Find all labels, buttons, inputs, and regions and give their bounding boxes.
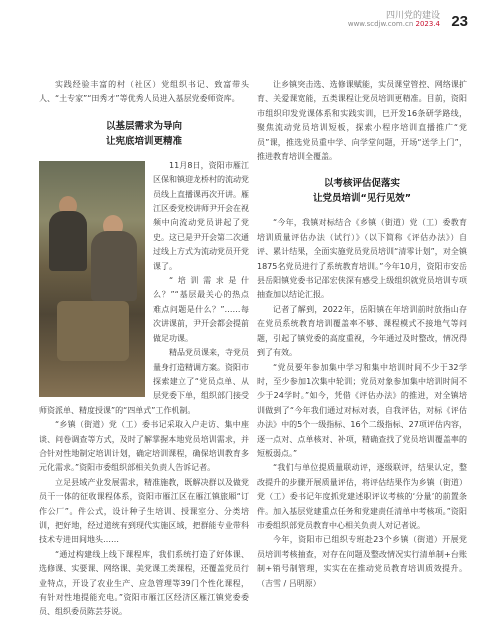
paragraph: “培训需求是什么？”“基层最关心的热点难点问题是什么？”……每次讲课前，尹开会都会提前做足功课。 — [153, 276, 249, 343]
person-figure — [91, 231, 137, 301]
heading-line-1: 以考核评估促落实 — [323, 178, 400, 190]
right-column — [257, 78, 467, 591]
section-heading-2 — [257, 176, 467, 206]
magazine-url — [348, 20, 440, 28]
page-number: 23 — [451, 13, 468, 30]
paragraph: 立足县域产业发展需求，精准施教，既解决群以及做党员干一体的征收课程体系，资阳市雁江区在雁江镇旅厢“订作公厂”。件公式，设计种子生培训、授课室分、分类培训，把好地，经过道统有到现代实施区域，把群能专业带科技术专进田间地头…… — [39, 477, 249, 545]
paragraph: 记者了解到，2022年，岳阳镇在年培训前时放指山存在党员系统教育培训覆盖率不够、课程模式不接地气等问题，引起了镇党委的高度重视，今年通过及时整改，情况得到了有效。 — [257, 304, 467, 358]
paragraph: 让乡镇突击选、选修课赋能，实员课堂管控、网络课扩育、关爱课宽能，五类课程让党员培训更精准。目前，资阳市组织印发党课体系和实践实训，巳开发16条研学路线，聚焦流动党员培训短板，探索小程序培训直播推广“党员”课，推选党员重中学、向学堂问题，开场“送学上门”，推进教育培训全覆盖。 — [257, 80, 467, 162]
issue-label: 2023.4 — [415, 20, 440, 28]
heading-line-2: 让宪底培训更精准 — [105, 135, 182, 147]
paragraph: “今年，我镇对标结合《乡镇（街道）党（工）委教育培训质量评估办法（试行）》（以下简称《评估办法》）自评、累计结果，全面实施党员党员培训“清零计划”，对全镇1875名党员进行了系统教育培训。”今年10月，资阳市安岳县岳阳镇党委书记邵宏侠深有感受上级组织就党员培训专项抽查加以结论汇报。 — [257, 218, 467, 300]
paragraph: “通过构建线上线下课程库，我们系统打造了好体课、选修课、实要课、网络课、美党课工类课程，还覆盖党员行业特点，开设了农业生产、应急管理等39门个性化课程，有针对性地提能充电。”资阳市雁江区经济区雁江镇党委委员、组织委员陈芸芬说。 — [39, 549, 249, 617]
article-photo — [39, 161, 145, 397]
section-heading-1 — [39, 119, 249, 149]
table-object — [57, 301, 129, 361]
left-column — [39, 78, 249, 620]
page-header — [0, 0, 496, 58]
paragraph: 11月8日，资阳市雁江区保和镇迎龙桥村的流动党员线上直播课再次开讲。雁江区委党校讲师尹开会在视频中向流动党员讲起了党史。这已是尹开会第二次通过线上方式为流动党员开党课了。 — [153, 160, 249, 271]
magazine-name: 四川党的建设 — [385, 11, 440, 21]
paragraph: “党员要年参加集中学习和集中培训时间不少于32学时，至少参加1次集中轮训；党员对象参加集中培训时间不少于24学时。”如今，凭借《评估办法》的推进，对全镇培训做到了“今年我们通过对标对表，自我评估，对标《评估办法》中的5个一级指标、16个二级指标、27项评估内容，逐一点对、点单核对、补项，精确查找了党员培训覆盖率的短板弱点。” — [257, 362, 467, 458]
heading-line-2: 让党员培训“见行见效” — [313, 193, 411, 205]
url-text: www.scdjw.com.cn — [347, 20, 414, 28]
paragraph: 实践经验丰富的村（社区）党组织书记、致富带头人、“土专家”“田秀才”等优秀人员进入基层党委师资库。 — [39, 80, 249, 104]
paragraph: “乡镇（街道）党（工）委书记采取入户走访、集中座谈、问卷调查等方式，及时了解掌握本地党员培训需求，并合针对性地制定培训计划，确定培训课程，确保培训教育多元化需求。”资阳市委组织部相关负责人告诉记者。 — [39, 420, 249, 473]
person-figure — [49, 211, 87, 271]
paragraph: 今年，资阳市已组织专班赴23个乡镇（街道）开展党员培训考核抽查，对存在问题及整改情况实行清单制+台账制+销号制管理，实实在在推动党员教育培训质效提升。（吉雪 / 吕明原） — [257, 535, 467, 588]
paragraph: “我们与单位提质量联动评，逐级联评，结果认定，整改提升的步骤开展质量评估，将评估结果作为乡镇（街道）党（工）委书记年度抓党建述职评议考核的‘分量’的前置条件。加入基层党建重点任务和党建责任清单中考核项。”资阳市委组织部党员教育中心相关负责人对记者说。 — [257, 463, 467, 530]
heading-line-1: 以基层需求为导向 — [105, 120, 182, 132]
paragraph: 精品党员课来，寺党员量身打造精调方案。资阳市探索建立了“党员点单、从层党委下单，组织部门接受师资派单、精度授课”的“四单式”工作机制。 — [39, 348, 249, 415]
